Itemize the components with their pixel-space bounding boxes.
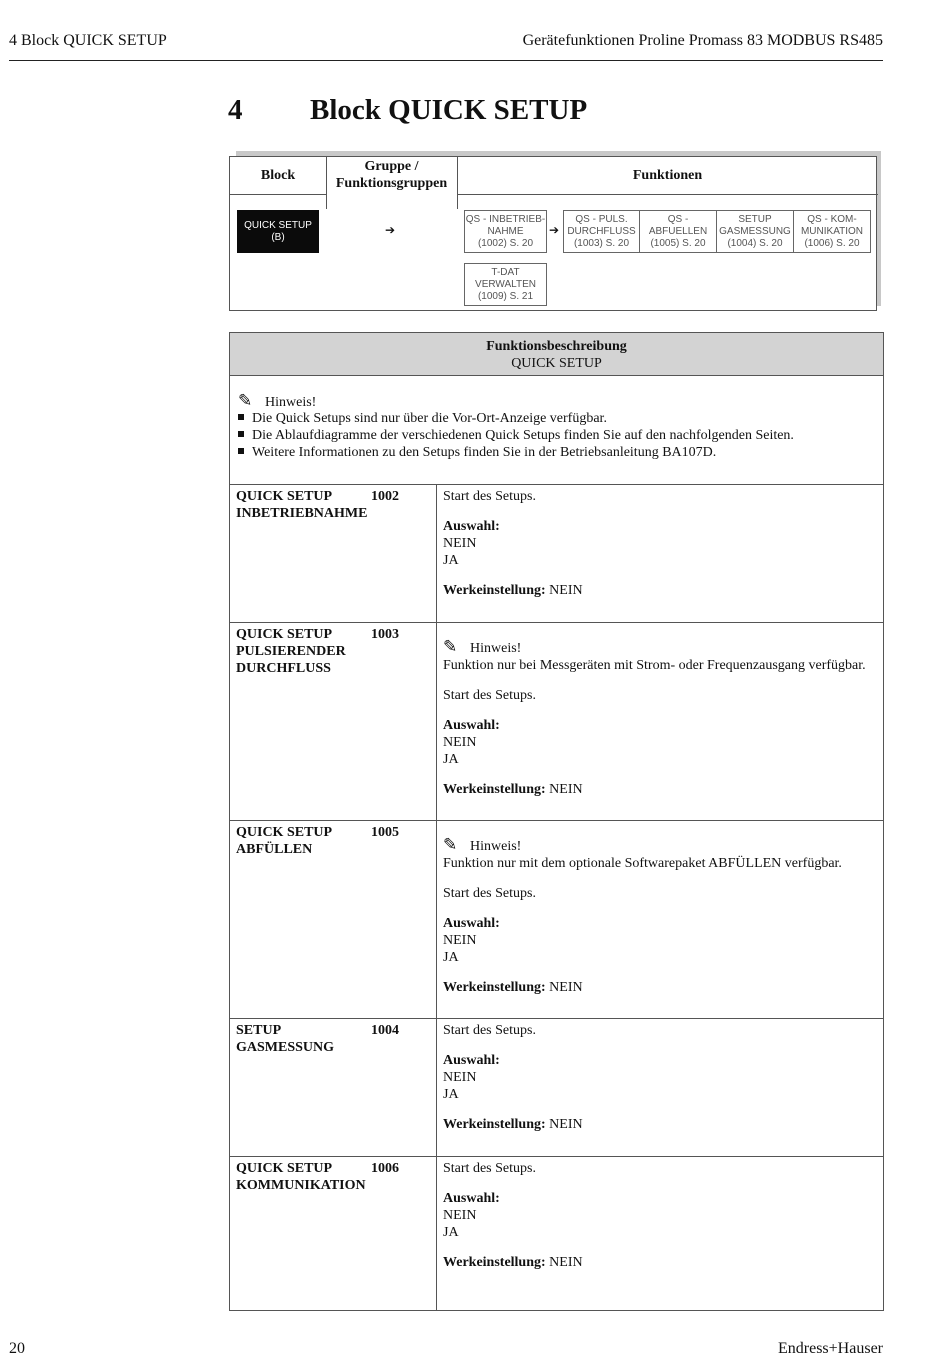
bullet-square-icon [238, 431, 244, 437]
choice-label: Auswahl: [443, 916, 500, 931]
function-name-line: KOMMUNIKATION [236, 1178, 366, 1193]
default-value: NEIN [549, 782, 583, 797]
bullet-item [238, 410, 607, 427]
description-table [229, 332, 884, 1311]
function-box-line: (1005) S. 20 [650, 237, 706, 249]
function-box-qs-abfuellen[interactable] [639, 210, 717, 253]
arrow-right-icon: ➔ [549, 223, 560, 237]
row-separator [230, 1018, 883, 1019]
arrow-right-icon: ➔ [385, 223, 396, 237]
choice-option: JA [443, 950, 459, 965]
default-setting [443, 1254, 583, 1271]
function-name-line: QUICK SETUP [236, 1161, 333, 1176]
choice-option: JA [443, 553, 459, 568]
function-name-line: INBETRIEBNAHME [236, 506, 368, 521]
function-name-line: GASMESSUNG [236, 1040, 335, 1055]
row-separator [230, 484, 883, 485]
function-box-line: QS - INBETRIEB- [465, 213, 546, 225]
note-label: Hinweis! [470, 839, 522, 854]
function-box-line: (1002) S. 20 [477, 237, 534, 249]
choice-option: JA [443, 1225, 459, 1240]
description-header [230, 333, 883, 376]
function-name-line: QUICK SETUP [236, 489, 333, 504]
pencil-icon: ✎ [238, 391, 253, 411]
function-box-line: SETUP [738, 213, 772, 225]
default-setting [443, 979, 842, 996]
function-desc-1003 [443, 639, 866, 798]
general-note [230, 376, 883, 484]
chapter-title: Block QUICK SETUP [310, 94, 588, 126]
function-box-qs-puls-durchfluss[interactable] [563, 210, 640, 253]
function-box-line: DURCHFLUSS [567, 225, 636, 237]
note-label: Hinweis! [470, 641, 522, 656]
col-group-header-line1: Gruppe / [364, 159, 419, 174]
note-heading [238, 393, 316, 411]
note-heading [443, 639, 866, 657]
bullet-text: Die Quick Setups sind nur über die Vor-Ort-Anzeige verfügbar. [252, 411, 607, 426]
function-box-qs-kommunikation[interactable] [793, 210, 871, 253]
default-value: NEIN [549, 980, 583, 995]
function-box-line: QS - PULS. [575, 213, 628, 225]
function-box-t-dat-verwalten[interactable] [464, 263, 547, 306]
choice-option: JA [443, 1087, 459, 1102]
pencil-icon: ✎ [443, 637, 458, 657]
bullet-square-icon [238, 448, 244, 454]
col-group-header [326, 158, 457, 192]
running-header-left: 4 Block QUICK SETUP [9, 32, 167, 49]
page-number: 20 [9, 1340, 25, 1357]
bullet-item [238, 427, 794, 444]
function-box-line: ABFUELLEN [648, 225, 708, 237]
overview-table [229, 156, 877, 311]
start-text: Start des Setups. [443, 1023, 536, 1038]
default-label: Werkeinstellung: [443, 1255, 546, 1270]
function-box-line: (1004) S. 20 [727, 237, 783, 249]
header-rule [9, 60, 883, 61]
function-code-1005: 1005 [371, 825, 399, 840]
row-separator [230, 1156, 883, 1157]
function-name-line: QUICK SETUP [236, 627, 333, 642]
function-desc-1004 [443, 1022, 583, 1133]
function-code-1003: 1003 [371, 627, 399, 642]
description-header-title: Funktionsbeschreibung [486, 339, 627, 354]
start-text: Start des Setups. [443, 886, 536, 901]
publisher-name: Endress+Hauser [778, 1340, 883, 1357]
col-group-header-line2: Funktionsgruppen [335, 176, 448, 191]
choice-option: NEIN [443, 1208, 477, 1223]
choice-label: Auswahl: [443, 1191, 500, 1206]
choice-option: NEIN [443, 933, 477, 948]
function-box-line: QS - KOM- [807, 213, 857, 225]
row-separator [230, 622, 883, 623]
chapter-number: 4 [228, 94, 243, 126]
function-code-1006: 1006 [371, 1161, 399, 1176]
function-box-line: (1003) S. 20 [573, 237, 630, 249]
default-label: Werkeinstellung: [443, 980, 546, 995]
block-quick-setup-badge[interactable] [237, 210, 319, 253]
choice-option: NEIN [443, 1070, 477, 1085]
function-desc-1005 [443, 837, 842, 996]
col-block-header: Block [260, 168, 296, 183]
start-text: Start des Setups. [443, 688, 536, 703]
pencil-icon: ✎ [443, 835, 458, 855]
note-text: Funktion nur bei Messgeräten mit Strom- oder Frequenzausgang verfügbar. [443, 658, 866, 673]
choice-option: JA [443, 752, 459, 767]
default-setting [443, 1116, 583, 1133]
bullet-text: Weitere Informationen zu den Setups finden Sie in der Betriebsanleitung BA107D. [252, 445, 717, 460]
function-box-qs-inbetriebnahme[interactable] [464, 210, 547, 253]
note-label: Hinweis! [265, 395, 317, 410]
default-setting [443, 582, 583, 599]
default-label: Werkeinstellung: [443, 583, 546, 598]
function-box-line: VERWALTEN [475, 278, 536, 290]
function-name-1006 [236, 1160, 366, 1194]
note-heading [443, 837, 842, 855]
function-name-line: ABFÜLLEN [236, 842, 313, 857]
function-column-divider [436, 484, 437, 1311]
function-box-line: MUNIKATION [800, 225, 864, 237]
choice-label: Auswahl: [443, 1053, 500, 1068]
function-box-line: (1009) S. 21 [477, 290, 534, 302]
function-box-line: T-DAT [491, 266, 520, 278]
default-label: Werkeinstellung: [443, 782, 546, 797]
function-name-line: PULSIERENDER [236, 644, 346, 659]
function-name-1002 [236, 488, 367, 522]
choice-label: Auswahl: [443, 718, 500, 733]
function-box-line: GASMESSUNG [719, 225, 791, 237]
bullet-item [238, 444, 716, 461]
function-box-line: NAHME [487, 225, 524, 237]
start-text: Start des Setups. [443, 1161, 536, 1176]
function-box-line: QS - [667, 213, 689, 225]
block-badge-line2: (B) [271, 231, 285, 243]
function-code-1002: 1002 [371, 489, 399, 504]
default-label: Werkeinstellung: [443, 1117, 546, 1132]
header-divider [457, 194, 878, 195]
note-text: Funktion nur mit dem optionale Softwarepaket ABFÜLLEN verfügbar. [443, 856, 842, 871]
bullet-square-icon [238, 414, 244, 420]
function-name-line: QUICK SETUP [236, 825, 333, 840]
choice-option: NEIN [443, 536, 477, 551]
block-badge-line1: QUICK SETUP [244, 219, 312, 231]
description-header-subtitle: QUICK SETUP [511, 356, 602, 371]
default-value: NEIN [549, 583, 583, 598]
default-value: NEIN [549, 1255, 583, 1270]
bullet-text: Die Ablaufdiagramme der verschiedenen Quick Setups finden Sie auf den nachfolgenden Seiten. [252, 428, 794, 443]
function-name-1005 [236, 824, 332, 858]
function-name-line: DURCHFLUSS [236, 661, 331, 676]
function-desc-1006 [443, 1160, 583, 1271]
function-name-line: SETUP [236, 1023, 282, 1038]
start-text: Start des Setups. [443, 489, 536, 504]
default-value: NEIN [549, 1117, 583, 1132]
function-desc-1002 [443, 488, 583, 599]
row-separator [230, 820, 883, 821]
function-name-1004 [236, 1022, 334, 1056]
function-name-1003 [236, 626, 346, 677]
choice-label: Auswahl: [443, 519, 500, 534]
default-setting [443, 781, 866, 798]
col-functions-header: Funktionen [632, 168, 703, 183]
running-header-right: Gerätefunktionen Proline Promass 83 MODBUS RS485 [522, 32, 883, 49]
function-code-1004: 1004 [371, 1023, 399, 1038]
choice-option: NEIN [443, 735, 477, 750]
function-box-line: (1006) S. 20 [804, 237, 860, 249]
header-divider [230, 194, 326, 195]
function-box-setup-gasmessung[interactable] [716, 210, 794, 253]
